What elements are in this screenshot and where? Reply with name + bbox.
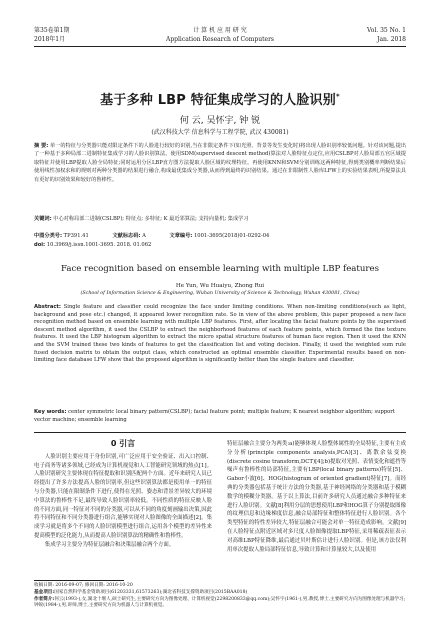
- keywords-cn-label: 关键词:: [34, 216, 52, 222]
- abstract-en-text: Single feature and classifier could recognize the face under limiting conditions. When non-limiting conditions(such as light, background and pose etc.) changed, it appeared lower recognition rate. So in view of the above problem, this paper proposed a new face recognition method based on ensemble learning with multiple LBP features. First, after locating the facial feature points by the supervised descent method algorithm, it used the CSLBP to extract the neighborhood features of each feature points, which formed the fine texture features. It used the LBP histogram algorithm to extract the micro spatial structure features of human face region. Then it used the KNN and the SVM trained these two kinds of features to get the classification list and voting decision. Finally, it used the weighted sum rule fused decision matrix to obtain the output class, which constructed an optimal ensemble classifier. Experimental results based on non-limiting face database LFW show that the proposed algorithm is significantly better than the single feature and classifier.: [34, 304, 406, 364]
- clc-value: TP391.41: [63, 233, 89, 239]
- doc-code-label: 文献标志码:: [112, 233, 141, 239]
- title-en: Face recognition based on ensemble learning with multiple LBP features: [60, 264, 380, 274]
- body-column-right: [227, 440, 406, 554]
- footnote-received: 收稿日期: 2016-09-07; 修回日期: 2016-10-20: [34, 583, 133, 588]
- title-footnote-mark: *: [335, 92, 340, 101]
- article-no-value: 1001-3695(2018)01-0292-04: [194, 233, 270, 239]
- running-header: [34, 24, 406, 47]
- footnote-fund-text: 国家自然科学基金资助项目(61203331,61573263);湖北省科技支撑资助项目(2015BAA018): [54, 589, 248, 595]
- doi-label: doi:: [34, 242, 46, 248]
- doi: [34, 241, 151, 249]
- footnotes: [34, 583, 406, 610]
- keywords-en: [34, 409, 406, 424]
- keywords-cn: [34, 215, 406, 223]
- footnote-divider: [34, 580, 124, 581]
- intro-paragraph-2: 集成学习主要分为特征层融合和决策层融合两个方面。: [44, 541, 175, 548]
- header-issue-en: Vol. 35 No. 1 Jan. 2018: [366, 27, 406, 43]
- footnote-fund: [34, 590, 406, 597]
- affiliation-en: (School of Information Science & Engineering, Wuhan University of Science & Technology, Wuhan 430081, China): [80, 291, 360, 296]
- classification-row: [34, 232, 406, 240]
- abstract-cn-label: 摘 要:: [34, 143, 49, 149]
- footnote-bio: [34, 597, 406, 611]
- authors-en: He Yun, Wu Huaiyu, Zhong Rui: [175, 283, 265, 289]
- keywords-en-text: center symmetric local binary pattern(CSLBP); facial feature point; multiple feature; K nearest neighbor algorithm; support vector machine; ensemble learning: [34, 409, 395, 423]
- abstract-divider: [34, 432, 406, 433]
- intro-paragraph-1: 人脸识别主要应用于身份识别,可广泛应用于安全验证、出入口控制、电子商务等诸多领域,已经成为计算机视觉和人工智能研究领域的热点[1]。人脸识别研究主要体现在特征提取和识别匹配两个方面。近年来研究人员已经提出了许多方法提高人脸的识别率,但这些识别算法都是使用单一的特征与分类器,只能在限制条件下进行,使得在光照、姿态和背景差异较大的环境中算法的鲁棒性不足,最终导致人脸识别率较低。不同性质的特征反映人脸的不同方面,同一特征对不同的分类器,可以从不同的角度刻画输出决策,因此将不同特征和不同分类器进行组合,能够实现对人脸图像的全面描述[2]。集成学习就是将多个不同的人脸识别模型进行组合,运用各个模型的差异性来提高模型的泛化能力,从而提高人脸识别算法的精确性和鲁棒性。: [34, 453, 212, 539]
- authors-cn: 何 云, 吴怀宇, 钟 锐: [179, 116, 261, 126]
- doi-value: 10.3969/j.issn.1001-3695. 2018. 01.062: [46, 242, 152, 248]
- keywords-cn-text: 中心对称局部二进制(CSLBP); 特征点; 多特征; K 最近邻算法; 支持向量机; 集成学习: [53, 216, 249, 222]
- header-journal-name: 计 算 机 应 用 研 究 Application Research of Computers: [165, 27, 275, 43]
- footnote-bio-text: 何云(1993-),女,湖北十堰人,硕士研究生,主要研究方向为图像处理、计算机视觉(2298200833@qq.com);吴怀宇(1961-),男,教授,博士,主要研究方向为图像处理与机器学习;钟锐(1984-),男,讲师,博士,主要研究方向为机器人与计算机视觉。: [34, 596, 406, 609]
- abstract-cn-text: 单一的特征与分类器只能对限定条件下的人脸进行较好的识别,当在非限定条件下(如光照、背景等发生变化时)将出现人脸识别率较低问题。针对该问题,提出了一种基于多种局部二进制特征集成学习的人脸识别算法。使用SDM(supervised descent method)算法对人脸特征点定位,应用CSLBP对人脸局部五官区域提取特征并使用LBP提取人脸全局特征;同时运用分区LBP直方图方法提取人脸区域的纹理特征。再使用KNN和SVM分别训练这两种特征,得到类别概率判断结果后使用线性加权求和的规则对两种分类器的结果进行融合,构成最优集成分类器,从而得到最终的识别结果。通过在非限制性人脸库LFW上的实验结果表明,所提算法具有更好的识别效果和较好的鲁棒性。: [34, 143, 406, 183]
- title-cn-text: 基于多种 LBP 特征集成学习的人脸识别: [100, 93, 336, 108]
- keywords-en-label: Key words:: [34, 409, 67, 415]
- abstract-en-label: Abstract:: [34, 304, 61, 310]
- body-column-left: [34, 440, 212, 550]
- doc-code: [112, 232, 145, 240]
- doc-code-value: A: [142, 233, 146, 239]
- abstract-en: [34, 304, 406, 365]
- title-cn: [0, 89, 440, 108]
- footnote-bio-label: 作者简介:: [34, 596, 55, 602]
- article-no-label: 文章编号:: [169, 233, 193, 239]
- footnote-fund-label: 基金项目:: [34, 589, 55, 595]
- abstract-cn: [34, 142, 406, 184]
- article-no: [170, 232, 270, 240]
- affiliation-cn: (武汉科技大学 信息科学与工程学院, 武汉 430081): [151, 129, 289, 136]
- clc-label: 中图分类号:: [34, 233, 63, 239]
- clc: [34, 232, 89, 240]
- header-issue-cn: 第35卷第1期 2018年1月: [34, 27, 70, 43]
- doi-row: [34, 241, 406, 249]
- section-heading-intro: 0 引言: [110, 439, 136, 448]
- intro-paragraph-3: 特征层融合主要分为两类:a)能够体现人脸整体属性的全局特征,主要有主成分分析(principle components analysis,PCA)[3]、离散余弦变换(discrete cosine transform,DCT)[4];b)提取对光照、表情变化和遮挡等噪声有鲁棒性的局部特征,主要有LBP(local binary patterns)特征[5]、Gabor小波[6]、HOG(histogram of oriented gradient)特征[7]。而经典的分类器包括基于统计方法的分类器,基于神经网络的分类器和基于模糊数学的模糊分类器。基于以上算法,目前许多研究人员通过融合多种特征来进行人脸识别。文献[8]利用分层的思想使用LBP和HOG算子分别提取图像的纹理信息和边缘梯度信息,融合局部特征和整体特征进行人脸识别。各个类型特征的特性差异较大,特征层融合可能会对单一特征造成影响。文献[9]在人脸特征点附近区域对多尺度人脸图像提取LBP特征,采用稀疏表征表示对高维LBP特征降维,最后通过贝叶斯估计进行人脸识别。但是,该方法仅利用单次提取人脸局部特征信息,导致计算和计算量较大,以及使用: [227, 441, 406, 553]
